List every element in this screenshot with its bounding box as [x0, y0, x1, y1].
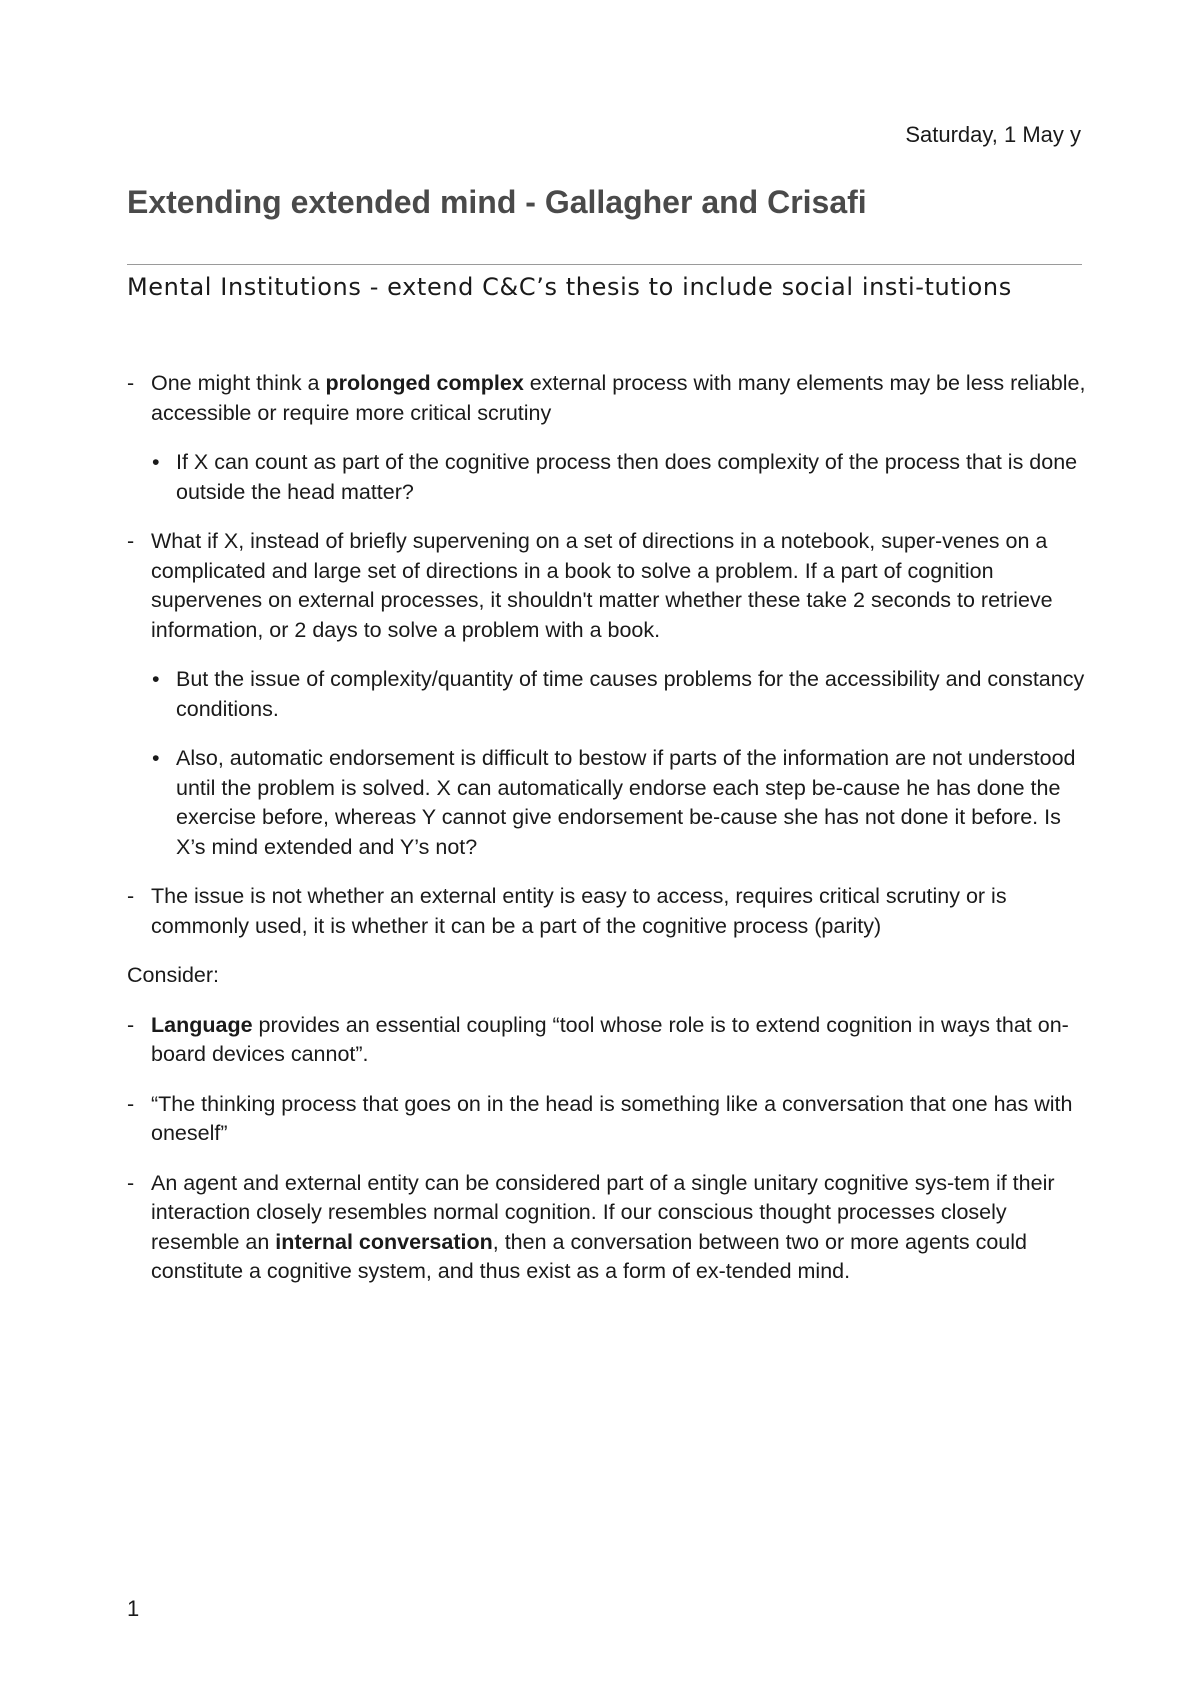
dash-marker: - — [127, 1170, 135, 1195]
item-text: An agent and external entity can be considered part of a single unitary cognitive sys-tem if their interaction closely resembles normal cognition. If our conscious thought processes closely resemble an — [151, 1170, 1055, 1254]
item-text: , then a conversation between two or more agents could constitute a cognitive system, and thus exist as a form of ex-tended mind. — [151, 1229, 1027, 1283]
sub-list-item — [127, 665, 1087, 724]
dash-marker: - — [127, 884, 135, 908]
title-divider — [127, 264, 1082, 265]
item-text: If X can count as part of the cognitive process then does complexity of the process that is done outside the head matter? — [176, 450, 1078, 504]
item-text: external process with many elements may be less reliable, accessible or require more critical scrutiny — [151, 371, 1086, 425]
item-text: But the issue of complexity/quantity of time causes problems for the accessibility and constancy conditions. — [176, 667, 1085, 721]
item-text: provides an essential coupling “tool whose role is to extend cognition in ways that on-board devices cannot”. — [151, 1012, 1069, 1066]
section-heading: Mental Institutions - extend C&C’s thesis to include social insti-tutions — [127, 273, 1012, 301]
sub-list-item — [127, 448, 1087, 507]
list-item — [127, 1169, 1087, 1287]
page-number: 1 — [127, 1596, 140, 1621]
dash-marker: - — [127, 371, 135, 395]
dash-marker: - — [127, 529, 135, 553]
page-date: Saturday, 1 May y — [905, 122, 1081, 147]
page-title: Extending extended mind - Gallagher and Crisafi — [127, 184, 867, 220]
bullet-marker: • — [152, 450, 160, 474]
list-item — [127, 882, 1087, 941]
sub-list-item — [127, 744, 1087, 862]
bullet-marker: • — [152, 667, 160, 691]
item-text: One might think a — [151, 371, 326, 395]
consider-label: Consider: — [127, 963, 220, 987]
list-item — [127, 1011, 1087, 1070]
item-text: The issue is not whether an external entity is easy to access, requires critical scrutiny or is commonly used, it is whether it can be a part of the cognitive process (parity) — [151, 884, 1007, 938]
dash-marker: - — [127, 1091, 135, 1116]
list-item — [127, 1090, 1087, 1149]
dash-marker: - — [127, 1012, 135, 1037]
bold-term: prolonged complex — [325, 371, 524, 395]
list-item — [127, 527, 1087, 645]
list-item — [127, 369, 1087, 428]
item-text: Also, automatic endorsement is difficult to bestow if parts of the information are not understood until the problem is solved. X can automatically endorse each step be-cause he has done the exercise before, whereas Y cannot give endorsement be-cause she has not done it before. Is X’s mind extended and Y’s not? — [176, 746, 1076, 859]
item-text: What if X, instead of briefly supervening on a set of directions in a notebook, super-venes on a complicated and large set of directions in a book to solve a problem. If a part of cognition supervenes on external processes, it shouldn't matter whether these take 2 seconds to retrieve information, or 2 days to solve a problem with a book. — [151, 529, 1053, 642]
notes-body — [127, 369, 1087, 1307]
bold-term: internal conversation — [275, 1229, 493, 1254]
bullet-marker: • — [152, 746, 160, 770]
bold-term: Language — [151, 1012, 253, 1037]
item-text: “The thinking process that goes on in the head is something like a conversation that one has with oneself” — [151, 1091, 1073, 1145]
